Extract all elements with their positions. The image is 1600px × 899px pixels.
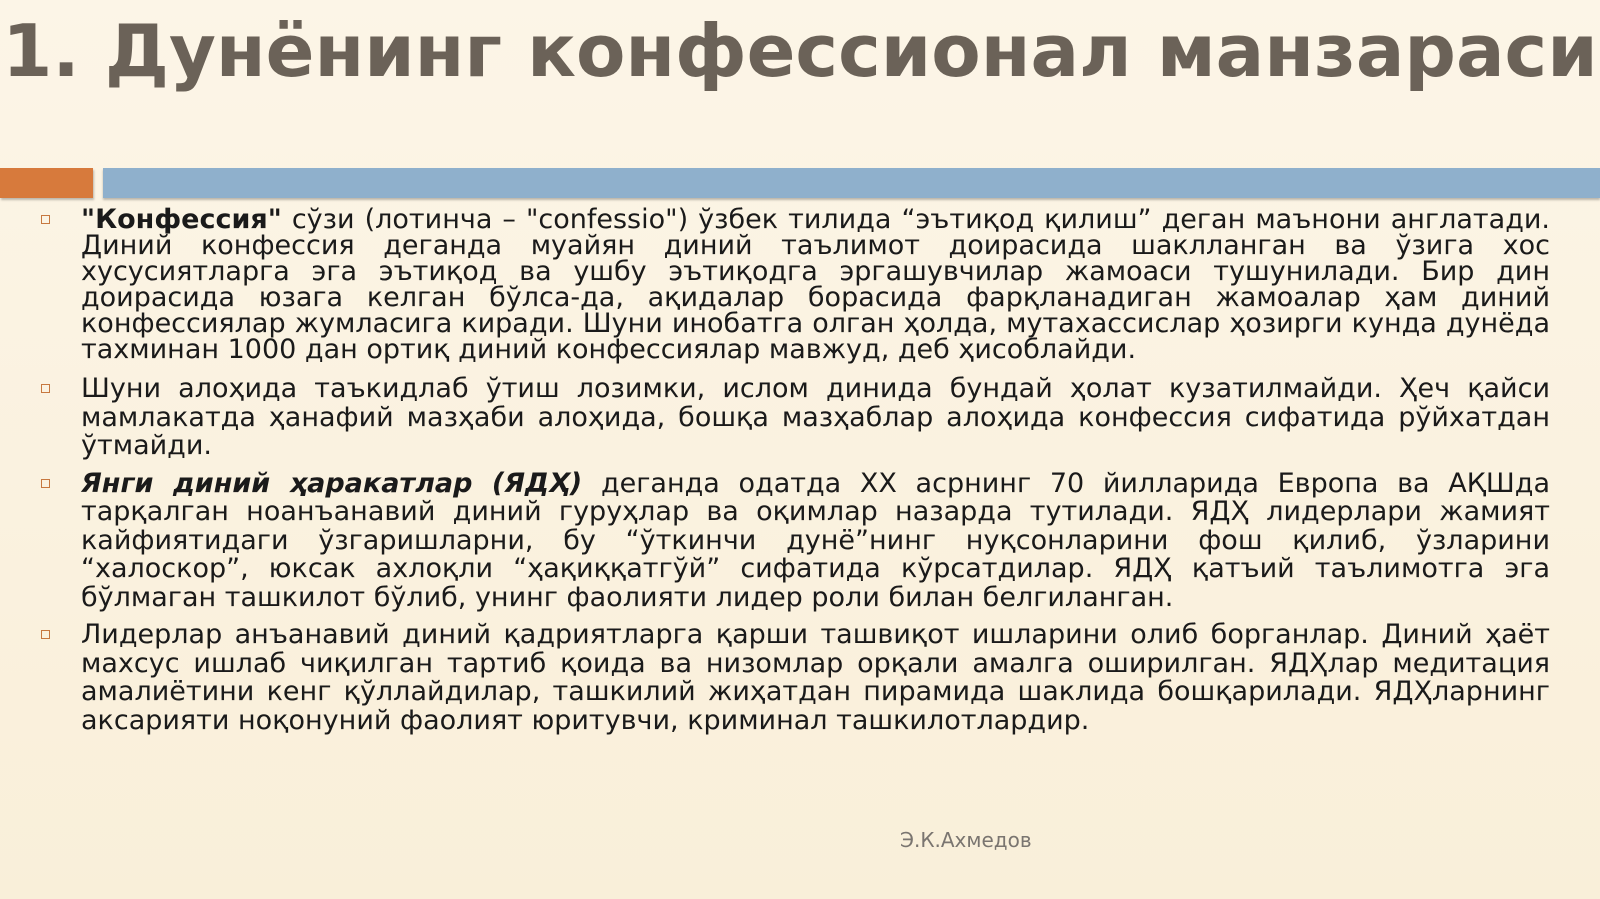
bullet-item <box>40 204 1550 365</box>
bullet-list <box>40 204 1550 736</box>
square-bullet-icon <box>41 384 50 393</box>
bullet-item <box>40 375 1550 461</box>
bullet-item <box>40 621 1550 735</box>
bullet-text: деганда одатда XX асрнинг 70 йилларида Европа ва АҚШда тарқалган ноанъанавий диний гуруҳлар ва оқимлар назарда тутилади. ЯДҲ лидерлари жамият кайфиятидаги ўзгаришларни, бу “ўткинчи дунё”нинг нуқсонларини фош қилиб, ўзларини “халоскор”, юксак ахлоқли “ҳақиққатгўй” сифатида кўрсатдилар. ЯДҲ қатъий таълимотга эга бўлмаган ташкилот бўлиб, унинг фаолияти лидер роли билан белгиланган. <box>81 467 1550 613</box>
accent-bar-orange <box>0 168 93 198</box>
bullet-text: сўзи (лотинча – "confessio") ўзбек тилида “эътиқод қилиш” деган маънони англатади. Диний конфессия деганда муайян диний таълимот доирасида шаклланган ва ўзига хос хусусиятларга эга эътиқод ва ушбу эътиқодга эргашувчилар жамоаси тушунилади. Бир дин доирасида юзага келган бўлса-да, ақидалар борасида фарқланадиган жамоалар ҳам диний конфессиялар жумласига киради. Шуни инобатга олган ҳолда, мутахассислар ҳозирги кунда дунёда тахминан 1000 дан ортиқ диний конфессиялар мавжуд, деб ҳисоблайди. <box>81 204 1550 365</box>
slide-footer-author: Э.К.Ахмедов <box>900 828 1032 852</box>
square-bullet-icon <box>41 479 50 488</box>
bullet-lead-term: "Конфессия" <box>81 204 282 235</box>
bullet-lead-term: Янги диний ҳаракатлар (ЯДҲ) <box>81 467 583 499</box>
square-bullet-icon <box>41 630 50 639</box>
bullet-text: Шуни алоҳида таъкидлаб ўтиш лозимки, ислом динида бундай ҳолат кузатилмайди. Ҳеч қайси мамлакатда ҳанафий мазҳаби алоҳида, бошқа мазҳаблар алоҳида конфессия сифатида рўйхатдан ўтмайди. <box>81 373 1550 461</box>
bullet-text: Лидерлар анъанавий диний қадриятларга қарши ташвиқот ишларини олиб борганлар. Диний ҳаёт махсус ишлаб чиқилган тартиб қоида ва низомлар орқали амалга оширилган. ЯДҲлар медитация амалиётини кенг қўллайдилар, ташкилий жиҳатдан пирамида шаклида бошқарилади. ЯДҲларнинг аксарияти ноқонуний фаолият юритувчи, криминал ташкилотлардир. <box>81 619 1550 736</box>
bullet-item <box>40 467 1550 613</box>
slide-title: 1. Дунёнинг конфессионал манзараси <box>2 9 1598 93</box>
square-bullet-icon <box>41 215 50 224</box>
accent-bar-blue <box>103 168 1600 198</box>
